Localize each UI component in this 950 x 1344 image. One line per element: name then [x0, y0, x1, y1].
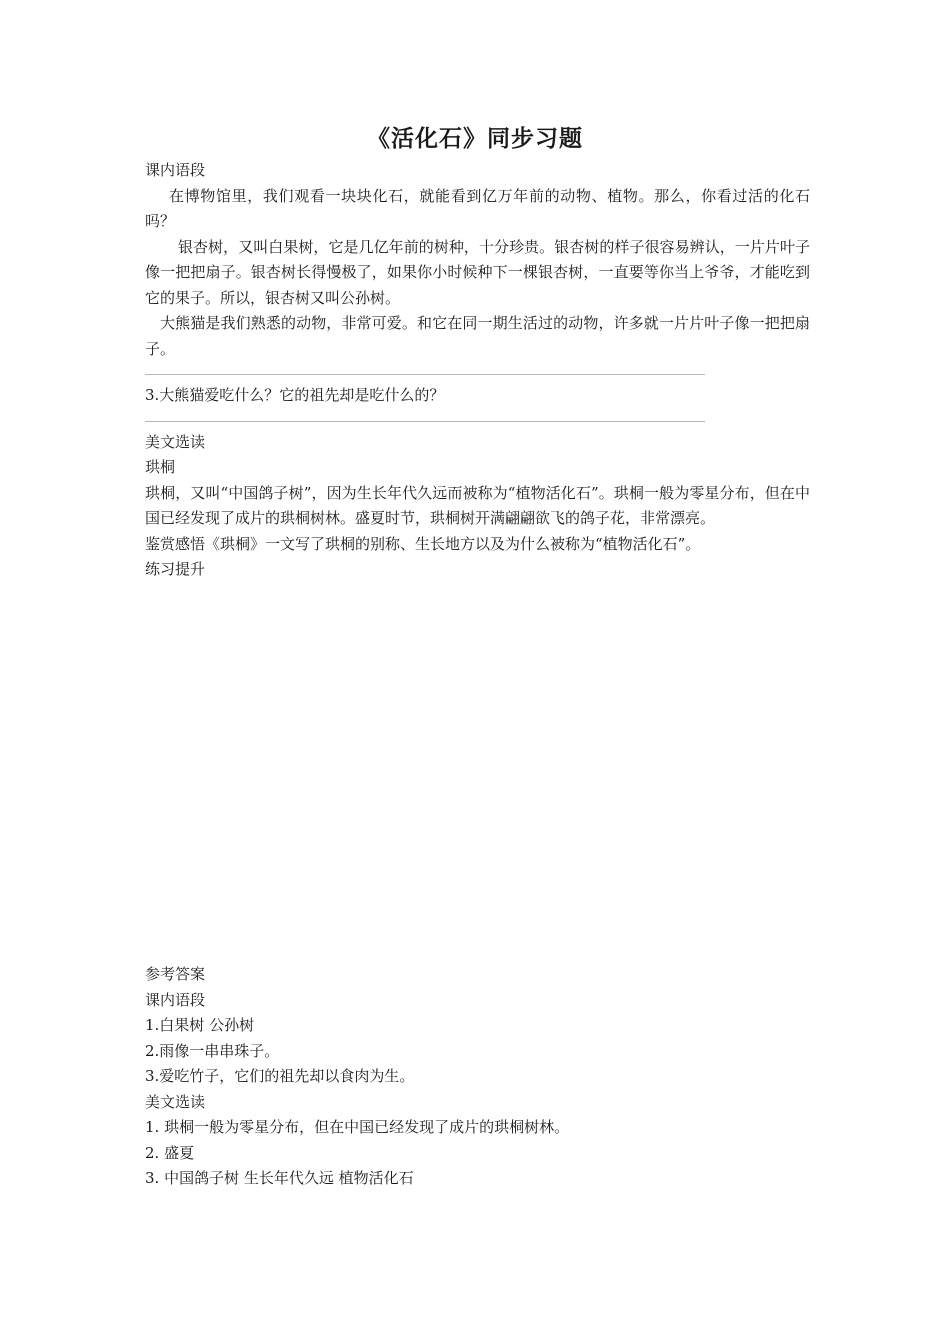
answer-item: 3. 中国鸽子树 生长年代久远 植物活化石	[145, 1169, 414, 1187]
passage-paragraph-3: 大熊猫是我们熟悉的动物，非常可爱。和它在同一期生活过的动物，许多就一片片叶子像一把把扇子。	[145, 314, 810, 358]
page-title: 《活化石》同步习题	[367, 125, 583, 152]
reading-subtitle: 珙桐	[145, 458, 176, 476]
passage-paragraph-2: 银杏树，又叫白果树，它是几亿年前的树种，十分珍贵。银杏树的样子很容易辨认，一片片叶子像一把把扇子。银杏树长得慢极了，如果你小时候种下一棵银杏树，一直要等你当上爷爷，才能吃到它的果子。所以，银杏树又叫公孙树。	[145, 237, 810, 307]
passage-paragraph-1: 在博物馆里，我们观看一块块化石，就能看到亿万年前的动物、植物。那么，你看过活的化石吗？	[145, 186, 810, 230]
practice-heading: 练习提升	[145, 560, 206, 578]
reading-paragraph: 珙桐，又叫“中国鸽子树”，因为生长年代久远而被称为“植物活化石”。珙桐一般为零星分布，但在中国已经发现了成片的珙桐树林。盛夏时节，珙桐树开满翩翩欲飞的鸽子花，非常漂亮。	[145, 483, 810, 527]
answer-item: 1. 珙桐一般为零星分布，但在中国已经发现了成片的珙桐树林。	[145, 1118, 570, 1136]
answer-item: 2. 盛夏	[145, 1143, 195, 1162]
answers-subheading-reading: 美文选读	[145, 1092, 206, 1111]
question-3: 3.大熊猫爱吃什么？它的祖先却是吃什么的？	[145, 386, 445, 404]
appreciation-note: 鉴赏感悟《珙桐》一文写了珙桐的别称、生长地方以及为什么被称为“植物活化石”。	[145, 534, 701, 553]
exercise-section	[145, 158, 810, 583]
answers-section	[145, 962, 810, 1192]
answers-heading: 参考答案	[145, 965, 206, 983]
section-heading-in-class: 课内语段	[145, 161, 206, 179]
answer-item: 3.爱吃竹子，它们的祖先却以食肉为生。	[145, 1067, 415, 1085]
answers-subheading-in-class: 课内语段	[145, 990, 206, 1009]
answer-item: 2.雨像一串串珠子。	[145, 1041, 280, 1060]
answer-item: 1.白果树 公孙树	[145, 1016, 255, 1034]
section-heading-reading: 美文选读	[145, 432, 206, 451]
